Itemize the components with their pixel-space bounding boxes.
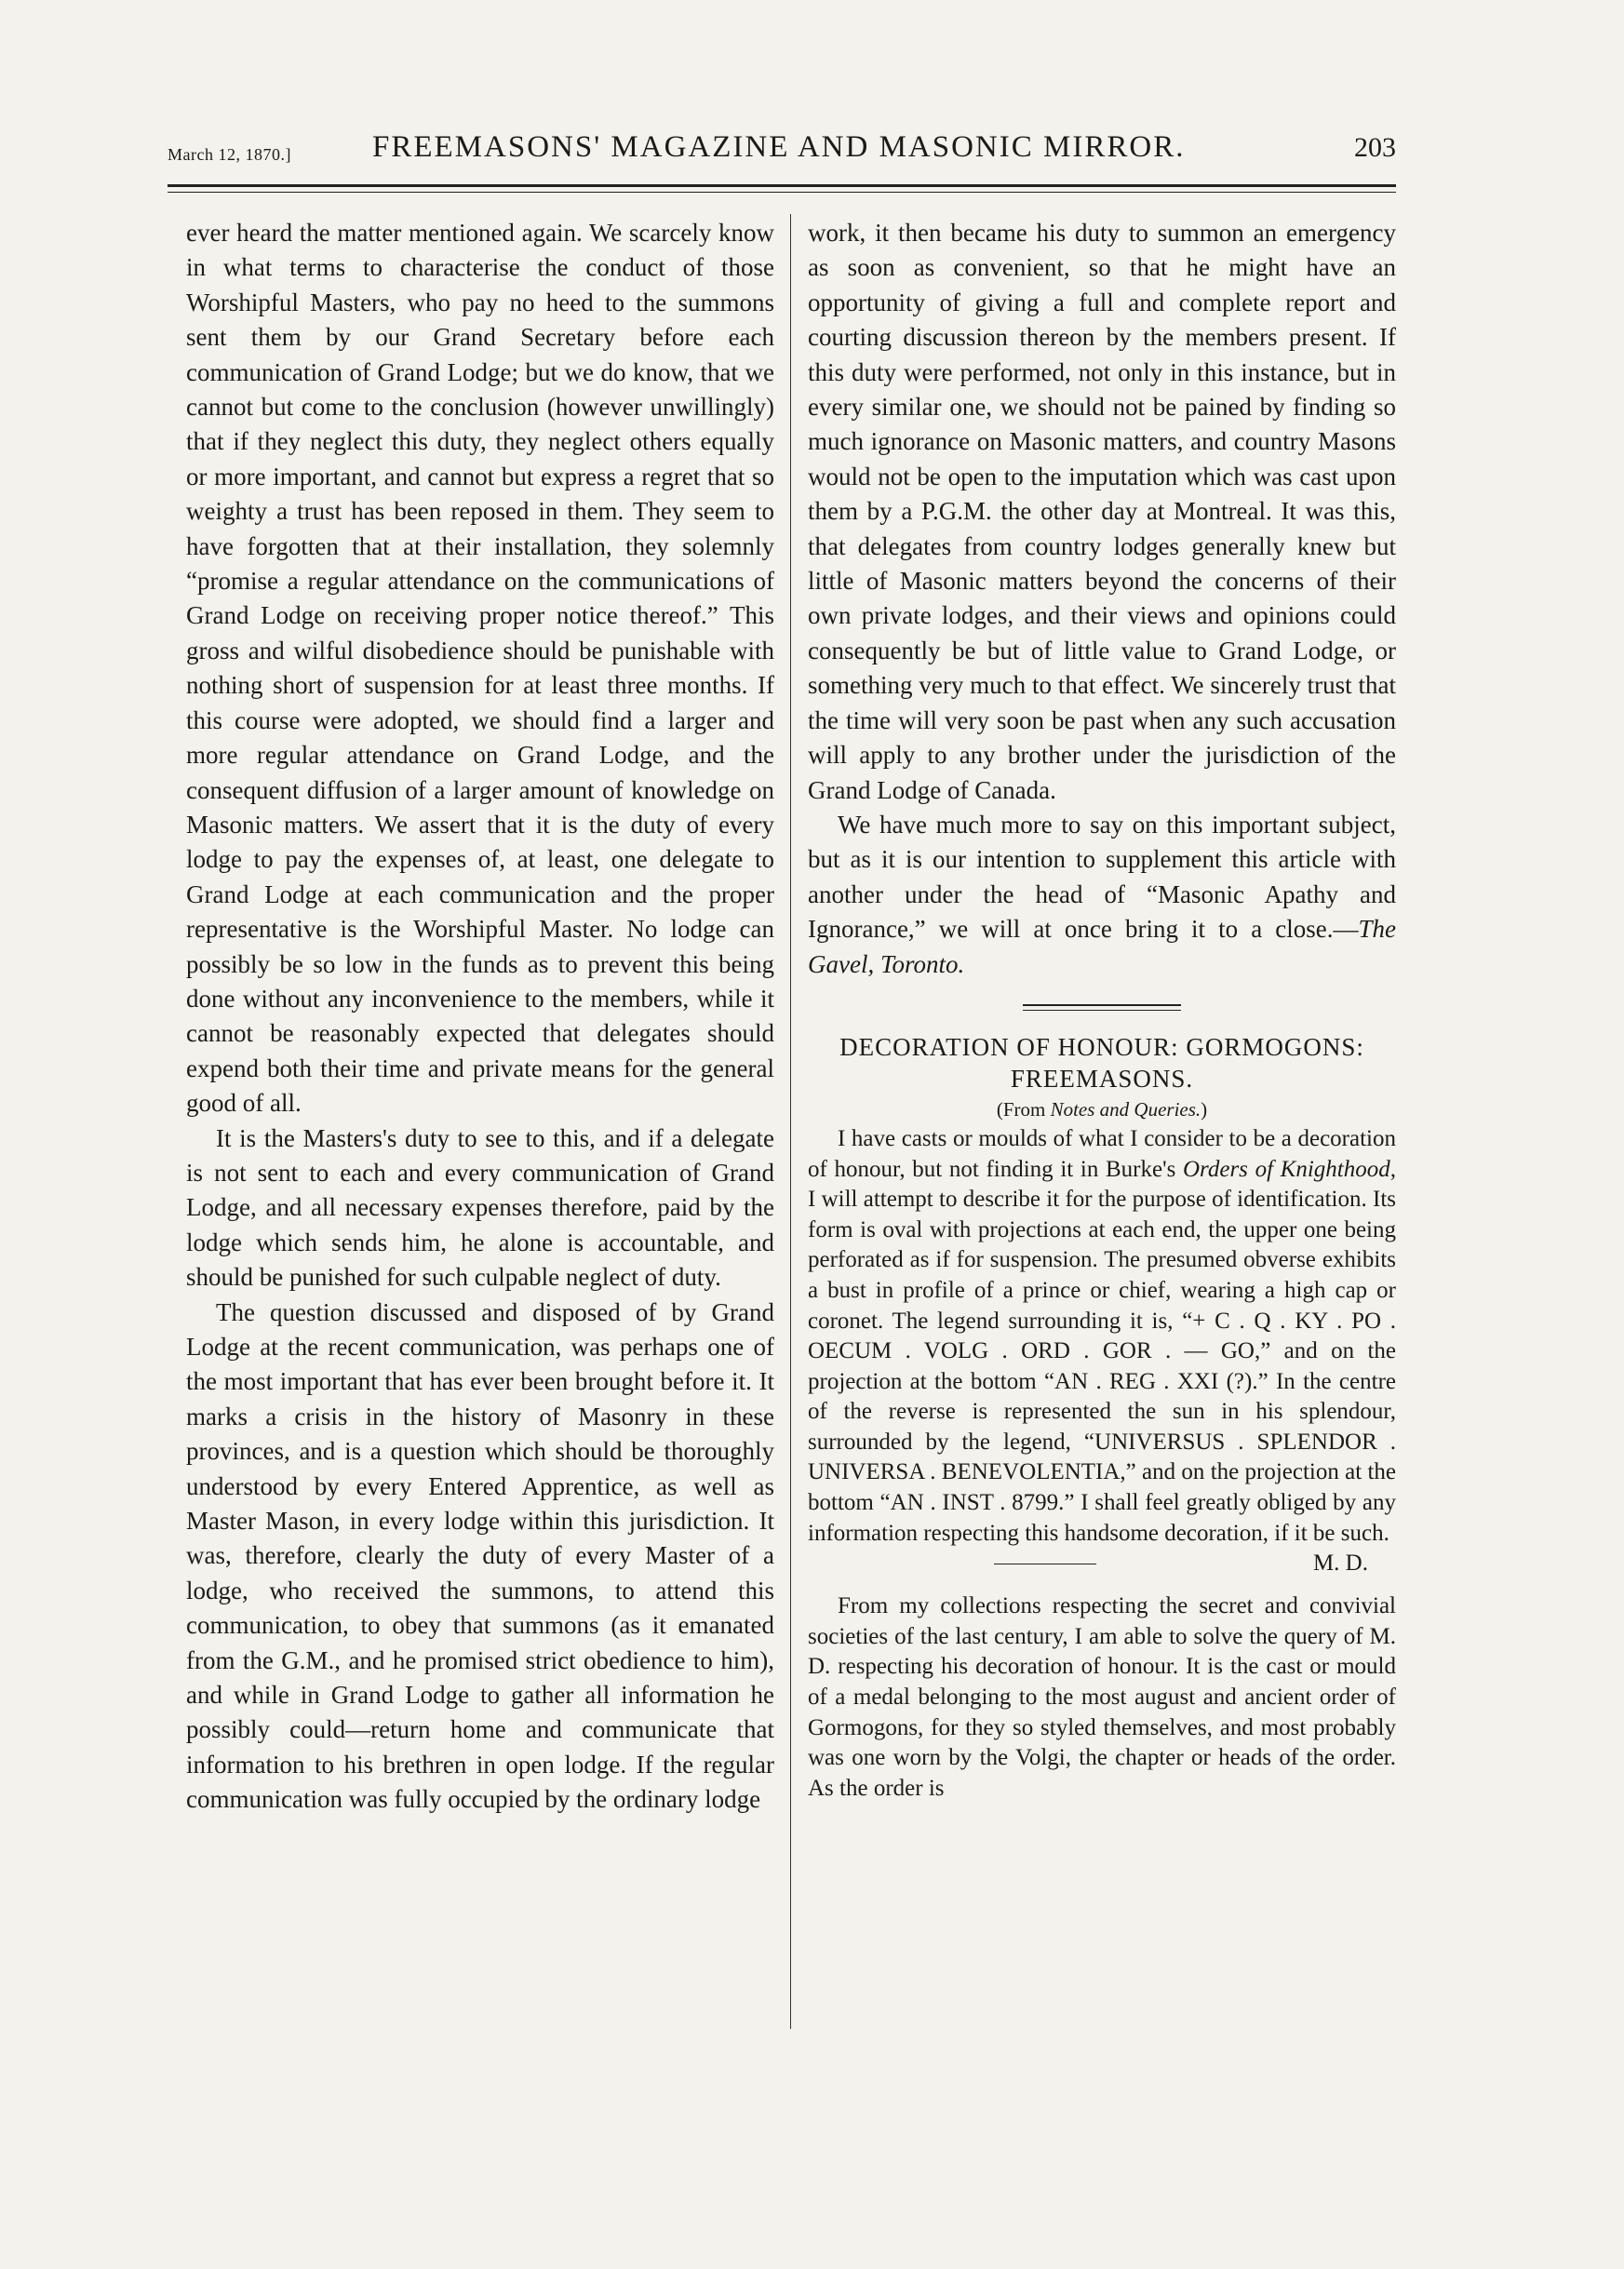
column-divider [790, 214, 791, 2029]
page-number: 203 [1354, 132, 1396, 163]
subtitle-source: Notes and Queries. [1050, 1097, 1201, 1121]
section-divider [1023, 1004, 1181, 1011]
right-paragraph-1: work, it then became his duty to summon an emergency as soon as convenient, so that he might have an opportunity of giving a full and complete report and courting discussion thereon by the members present. If this duty were performed, not only in this instance, but in every similar one, we should not be pained by finding so much ignorance on Masonic matters, and country Masons would not be open to the imputation which was cast upon them by a P.G.M. the other day at Montreal. It was this, that delegates from country lodges generally knew but little of Masonic matters beyond the concerns of their own private lodges, and their views and opinions could consequently be but of little value to Grand Lodge, or something very much to that effect. We sincerely trust that the time will very soon be past when any such accusation will apply to any brother under the jurisdiction of the Grand Lodge of Canada. [808, 219, 1396, 804]
right-column [808, 216, 1396, 1804]
right-paragraph-2 [808, 808, 1396, 982]
signature-row [808, 1549, 1396, 1580]
header-date: March 12, 1870.] [168, 145, 291, 164]
header-rule-thick [168, 184, 1396, 187]
closing-text: We have much more to say on this important subject, but as it is our intention to supplement this article with another under the head of “Masonic Apathy and Ignorance,” we will at once bring it to a close.— [808, 810, 1396, 944]
reply-paragraph: From my collections respecting the secret and convivial societies of the last century, I am able to solve the query of M. D. respecting his decoration of honour. It is the cast or mould of a medal belonging to the most august and ancient order of Gormogons, for they so styled themselves, and most probably was one worn by the Volgi, the chapter or heads of the order. As the order is [808, 1593, 1396, 1801]
page-header [168, 130, 1396, 177]
header-title: FREEMASONS' MAGAZINE AND MASONIC MIRROR. [372, 130, 1186, 164]
left-paragraph-3: The question discussed and disposed of by Grand Lodge at the recent communication, was perhaps one of the most important that has ever been brought before it. It marks a crisis in the history of Masonry in these provinces, and is a question which should be thoroughly understood by every Entered Apprentice, as well as Master Mason, in every lodge within this jurisdiction. It was, therefore, clearly the duty of every Master of a lodge, who received the summons, to attend this communication, to obey that summons (as it emanated from the G.M., and he promised strict obedience to him), and while in Grand Lodge to gather all information he possibly could—return home and communicate that information to his brethren in open lodge. If the regular communication was fully occupied by the ordinary lodge [186, 1297, 774, 1814]
left-paragraph-1: ever heard the matter mentioned again. We scarcely know in what terms to characterise the conduct of those Worshipful Masters, who pay no heed to the summons sent them by our Grand Secretary before each communication of Grand Lodge; but we do know, that we cannot but come to the conclusion (however unwillingly) that if they neglect this duty, they neglect others equally or more important, and cannot but express a regret that so weighty a trust has been reposed in them. They seem to have forgotten that at their installation, they solemnly “promise a regular attendance on the communications of Grand Lodge on receiving proper notice thereof.” This gross and wilful disobedience should be punishable with nothing short of suspension for at least three months. If this course were adopted, we should find a larger and more regular attendance on Grand Lodge, and the consequent diffusion of a larger amount of knowledge on Masonic matters. We assert that it is the duty of every lodge to pay the expenses of, at least, one delegate to Grand Lodge at each communication and the proper representative is the Worshipful Master. No lodge can possibly be so low in the funds as to prevent this being done without any inconvenience to the members, while it cannot be reasonably expected that delegates should expend both their time and private means for the general good of all. [186, 219, 774, 1118]
signature: M. D. [1312, 1551, 1368, 1577]
left-paragraph-2: It is the Masters's duty to see to this, and if a delegate is not sent to each and every communication of Grand Lodge, and all necessary expenses therefore, paid by the lodge which sends him, he alone is accountable, and should be punished for such culpable neglect of duty. [186, 1123, 774, 1292]
book-title: Orders of Knighthood, [1183, 1156, 1396, 1182]
query-paragraph: I have casts or moulds of what I consider to be a decoration of honour, but not finding it in Burke's Orders of Knighthood, I will attempt to describe it for the purpose of identification. Its form is oval with projections at each end, the upper one being perforated as if for suspension. The presumed obverse exhibits a bust in profile of a prince or chief, wearing a high cap or coronet. The legend surrounding it is, “+ C . Q . KY . PO . OECUM . VOLG . ORD . GOR . — GO,” and on the projection at the bottom “AN . REG . XXI (?).” In the centre of the reverse is represented the sun in his splendour, surrounded by the legend, “UNIVERSUS . SPLENDOR . UNIVERSA . BENEVOLENTIA,” and on the projection at the bottom “AN . INST . 8799.” I shall feel greatly obliged by any information respecting this handsome decoration, if it be such. [808, 1125, 1396, 1546]
article-title: DECORATION OF HONOUR: GORMOGONS: FREEMASONS. [839, 1032, 1364, 1093]
header-rule-thin [168, 192, 1396, 193]
article-subtitle: (From Notes and Queries.) [996, 1097, 1208, 1121]
source-citation: The Gavel, Toronto. [808, 915, 1396, 978]
left-column [186, 216, 774, 1818]
